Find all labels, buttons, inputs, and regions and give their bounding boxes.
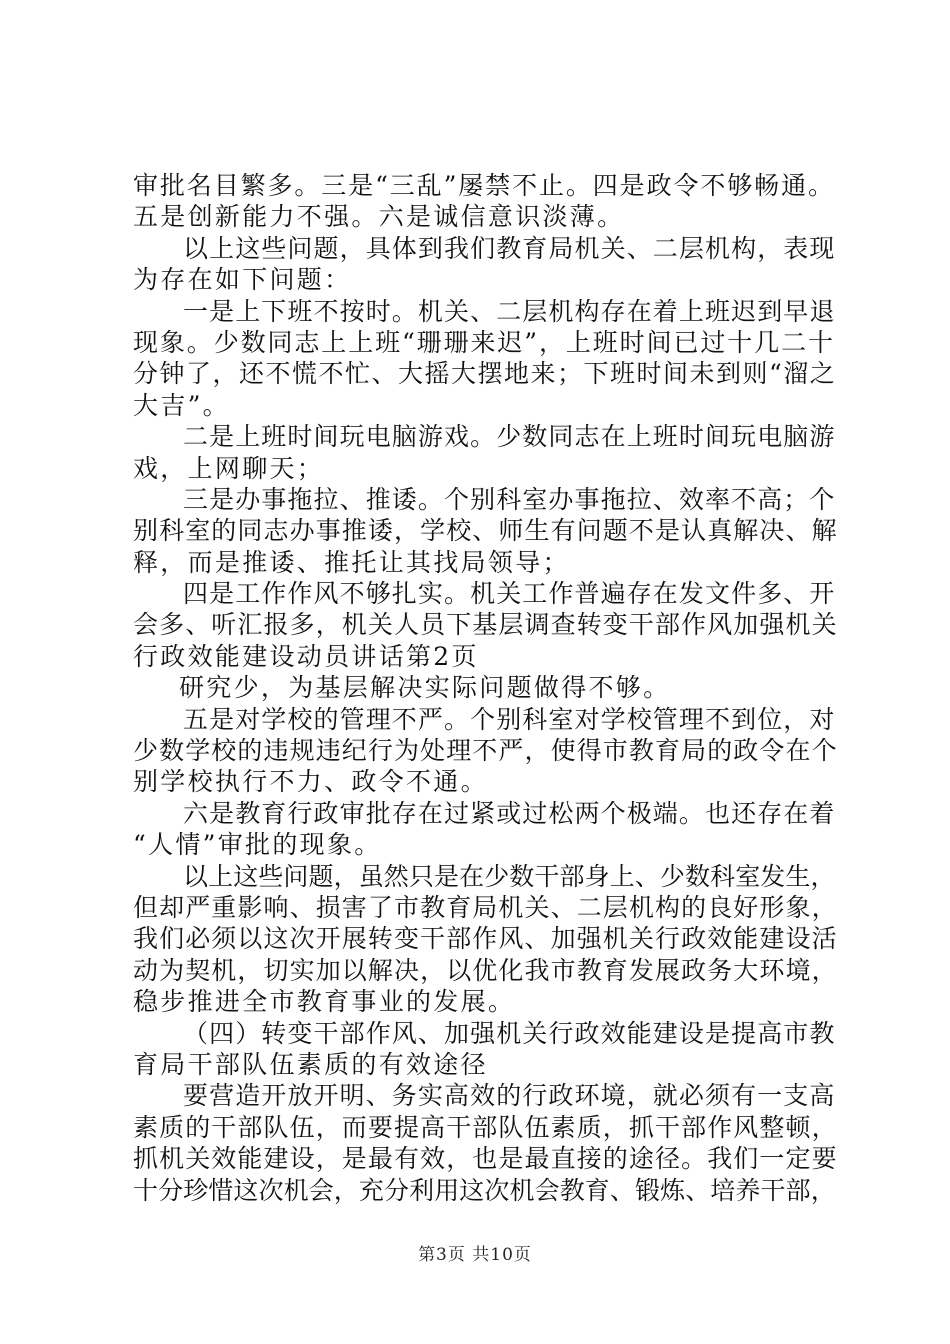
text-line: 动为契机，切实加以解决，以优化我市教育发展政务大环境， [133, 955, 838, 985]
text-line: 我们必须以这次开展转变干部作风、加强机关行政效能建设活 [133, 924, 838, 954]
text-line: 以上这些问题，虽然只是在少数干部身上、少数科室发生， [183, 861, 836, 891]
text-line: “人情”审批的现象。 [133, 830, 382, 860]
text-line: 大吉”。 [133, 390, 230, 420]
text-line: 五是创新能力不强。六是诚信意识淡薄。 [133, 202, 625, 232]
text-line: 稳步推进全市教育事业的发展。 [133, 987, 516, 1017]
text-line: 六是教育行政审批存在过紧或过松两个极端。也还存在着 [183, 798, 836, 828]
text-line: 但却严重影响、损害了市教育局机关、二层机构的良好形象， [133, 892, 838, 922]
text-line: 十分珍惜这次机会，充分利用这次机会教育、锻炼、培养干部， [133, 1175, 836, 1205]
text-line: 别科室的同志办事推诿，学校、师生有问题不是认真解决、解 [133, 516, 838, 546]
text-line: 抓机关效能建设，是最有效，也是最直接的途径。我们一定要 [133, 1144, 838, 1174]
page-footer: 第3页 共10页 [418, 1245, 532, 1265]
text-line: 一是上下班不按时。机关、二层机构存在着上班迟到早退 [183, 296, 836, 326]
text-line: 五是对学校的管理不严。个别科室对学校管理不到位，对 [183, 704, 836, 734]
text-line: （四）转变干部作风、加强机关行政效能建设是提高市教 [183, 1018, 836, 1048]
text-line: 别学校执行不力、政令不通。 [133, 767, 488, 797]
text-line: 育局干部队伍素质的有效途径 [133, 1049, 488, 1079]
text-line: 要营造开放开明、务实高效的行政环境，就必须有一支高 [183, 1081, 836, 1111]
text-line: 行政效能建设动员讲话第2页 [133, 641, 479, 671]
text-line: 现象。少数同志上上班“珊珊来迟”，上班时间已过十几二十 [133, 327, 835, 357]
text-line: 少数学校的违规违纪行为处理不严，使得市教育局的政令在个 [133, 736, 838, 766]
text-line: 研究少，为基层解决实际问题做得不够。 [179, 673, 671, 703]
text-line: 戏，上网聊天； [133, 453, 325, 483]
text-line: 三是办事拖拉、推诿。个别科室办事拖拉、效率不高；个 [183, 484, 836, 514]
text-line: 二是上班时间玩电脑游戏。少数同志在上班时间玩电脑游 [183, 422, 836, 452]
text-line: 为存在如下问题： [133, 265, 352, 295]
text-line: 以上这些问题，具体到我们教育局机关、二层机构，表现 [183, 233, 836, 263]
text-line: 审批名目繁多。三是“三乱”屡禁不止。四是政令不够畅通。 [133, 171, 835, 200]
text-line: 四是工作作风不够扎实。机关工作普遍存在发文件多、开 [183, 579, 836, 609]
text-line: 会多、听汇报多，机关人员下基层调查转变干部作风加强机关 [133, 610, 838, 640]
text-line: 素质的干部队伍，而要提高干部队伍素质，抓干部作风整顿， [133, 1112, 838, 1142]
document-body [133, 170, 838, 1206]
text-line: 释，而是推诿、推托让其找局领导； [133, 547, 570, 577]
text-line: 分钟了，还不慌不忙、大摇大摆地来；下班时间未到则“溜之 [133, 359, 837, 389]
